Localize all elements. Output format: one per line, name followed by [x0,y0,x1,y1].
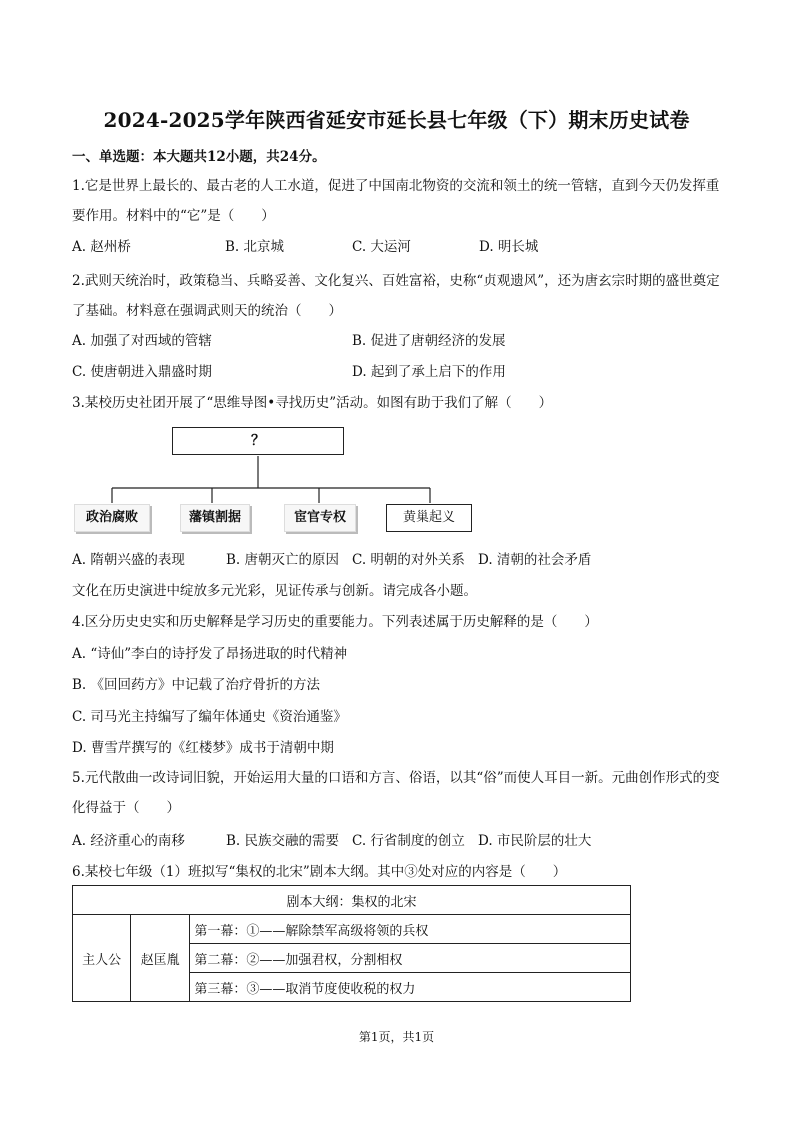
section-heading: 一、单选题：本大题共12小题，共24分。 [72,149,326,165]
question-2-stem: 2.武则天统治时，政策稳当、兵略妥善、文化复兴、百姓富裕，史称“贞观遗风”，还为唐玄宗时期的盛世奠定了基础。材料意在强调武则天的统治（ ） [72,273,720,319]
q2-option-c[interactable]: C. 使唐朝进入鼎盛时期 [72,364,212,380]
mind-map-box-1: 政治腐败 [74,504,150,532]
mind-map-box-4: 黄巢起义 [386,504,472,532]
q1-option-b[interactable]: B. 北京城 [225,239,285,255]
q5-option-c[interactable]: C. 行省制度的创立 [352,833,465,849]
q3-option-b[interactable]: B. 唐朝灭亡的原因 [226,552,340,568]
group-intro: 文化在历史演进中绽放多元光彩，见证传承与创新。请完成各小题。 [72,583,477,599]
q1-option-c[interactable]: C. 大运河 [352,239,411,255]
page-title: 2024-2025学年陕西省延安市延长县七年级（下）期末历史试卷 [103,108,690,132]
mind-map-diagram [72,424,482,539]
mind-map-center: ？ [172,427,344,455]
q2-option-a[interactable]: A. 加强了对西域的管辖 [72,333,212,349]
q4-option-c[interactable]: C. 司马光主持编写了编年体通史《资治通鉴》 [72,709,347,725]
q1-option-d[interactable]: D. 明长城 [479,239,539,255]
table-act-1: 第一幕：①——解除禁军高级将领的兵权 [190,915,631,944]
q4-option-a[interactable]: A. “诗仙”李白的诗抒发了昂扬进取的时代精神 [72,646,348,662]
q5-option-d[interactable]: D. 市民阶层的壮大 [478,833,592,849]
q3-option-d[interactable]: D. 清朝的社会矛盾 [478,552,592,568]
page-footer: 第1页，共1页 [358,1030,435,1044]
question-4-stem: 4.区分历史史实和历史解释是学习历史的重要能力。下列表述属于历史解释的是（ ） [72,614,598,630]
question-1-stem: 1.它是世界上最长的、最古老的人工水道，促进了中国南北物资的交流和领土的统一管辖，直到今天仍发挥重要作用。材料中的“它”是（ ） [72,178,720,224]
mind-map-box-3: 宦官专权 [284,504,356,532]
q2-option-d[interactable]: D. 起到了承上启下的作用 [352,364,506,380]
q5-option-a[interactable]: A. 经济重心的南移 [72,833,185,849]
script-outline-table [72,885,631,1002]
q3-option-c[interactable]: C. 明朝的对外关系 [352,552,465,568]
table-role-name: 赵匡胤 [131,915,190,1002]
question-3-stem: 3.某校历史社团开展了“思维导图•寻找历史”活动。如图有助于我们了解（ ） [72,395,553,411]
question-5-stem: 5.元代散曲一改诗词旧貌，开始运用大量的口语和方言、俗语，以其“俗”而使人耳目一新。元曲创作形式的变化得益于（ ） [72,770,720,816]
q1-option-a[interactable]: A. 赵州桥 [72,239,131,255]
mind-map-box-2: 藩镇割据 [180,504,250,532]
table-header: 剧本大纲：集权的北宋 [73,886,631,915]
q3-option-a[interactable]: A. 隋朝兴盛的表现 [72,552,185,568]
table-act-2: 第二幕：②——加强君权，分割相权 [190,944,631,973]
question-6-stem: 6.某校七年级（1）班拟写“集权的北宋”剧本大纲。其中③处对应的内容是（ ） [72,864,567,880]
q5-option-b[interactable]: B. 民族交融的需要 [226,833,340,849]
q2-option-b[interactable]: B. 促进了唐朝经济的发展 [352,333,506,349]
table-role-label: 主人公 [73,915,131,1002]
q4-option-d[interactable]: D. 曹雪芹撰写的《红楼梦》成书于清朝中期 [72,740,334,756]
table-act-3: 第三幕：③——取消节度使收税的权力 [190,973,631,1002]
q4-option-b[interactable]: B. 《回回药方》中记载了治疗骨折的方法 [72,677,321,693]
